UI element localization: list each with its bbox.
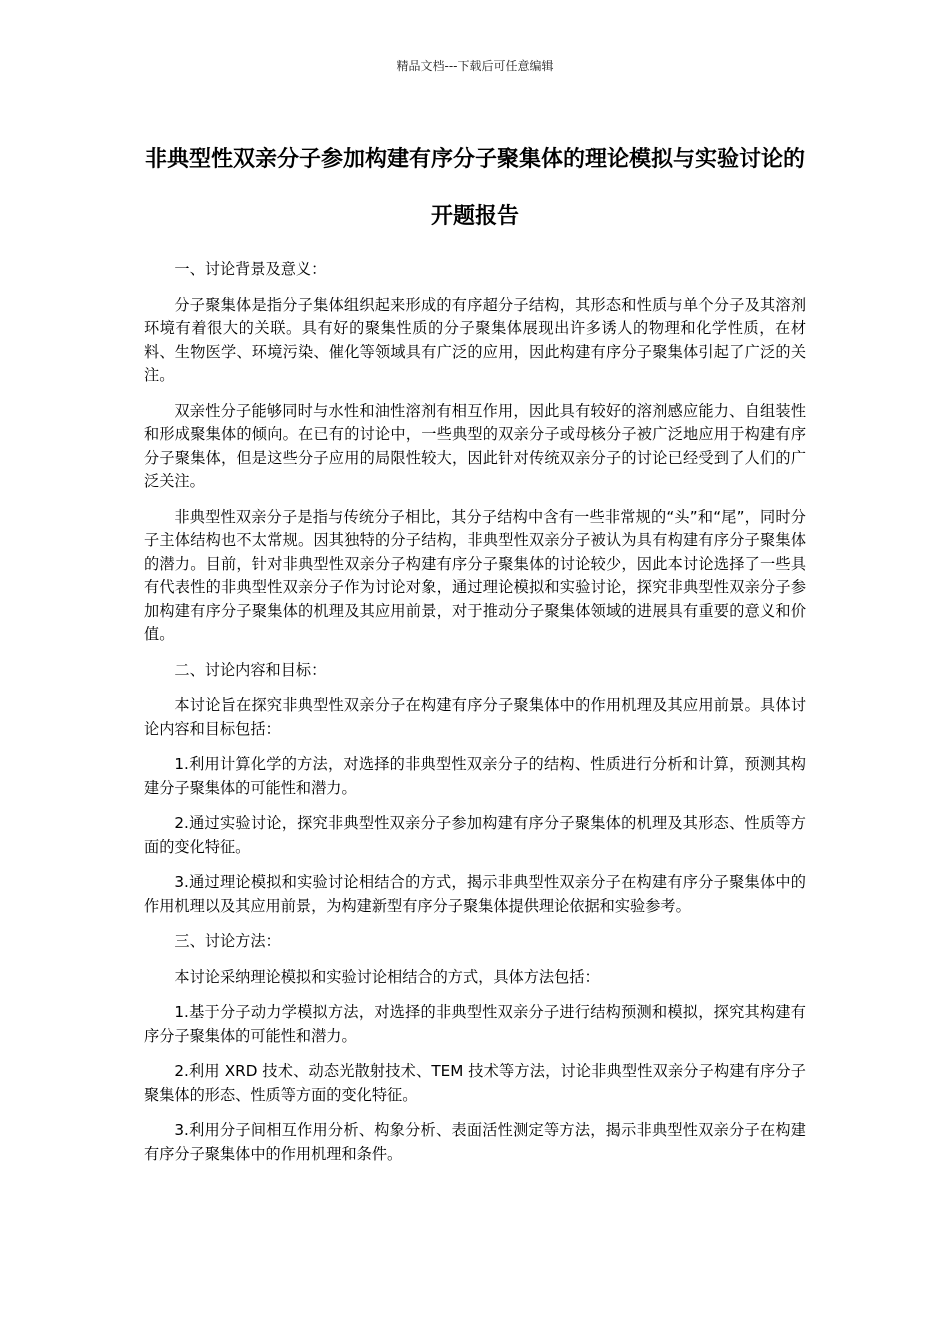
- list-item: 1.基于分子动力学模拟方法，对选择的非典型性双亲分子进行结构预测和模拟，探究其构建有序分子聚集体的可能性和潜力。: [144, 1003, 806, 1045]
- header-note: 精品文档---下载后可任意编辑: [396, 59, 554, 73]
- document-body: [144, 258, 806, 1178]
- paragraph: 本讨论采纳理论模拟和实验讨论相结合的方式，具体方法包括：: [174, 967, 600, 986]
- list-item: 1.利用计算化学的方法，对选择的非典型性双亲分子的结构、性质进行分析和计算，预测其构建分子聚集体的可能性和潜力。: [144, 755, 806, 797]
- document-title: 非典型性双亲分子参加构建有序分子聚集体的理论模拟与实验讨论的开题报告: [144, 147, 805, 229]
- paragraph: 分子聚集体是指分子集体组织起来形成的有序超分子结构，其形态和性质与单个分子及其溶剂环境有着很大的关联。具有好的聚集性质的分子聚集体展现出许多诱人的物理和化学性质，在材料、生物医学、环境污染、催化等领域具有广泛的应用，因此构建有序分子聚集体引起了广泛的关注。: [144, 295, 806, 384]
- list-item: 3.通过理论模拟和实验讨论相结合的方式，揭示非典型性双亲分子在构建有序分子聚集体中的作用机理以及其应用前景，为构建新型有序分子聚集体提供理论依据和实验参考。: [144, 873, 806, 915]
- list-item: 3.利用分子间相互作用分析、构象分析、表面活性测定等方法，揭示非典型性双亲分子在构建有序分子聚集体中的作用机理和条件。: [144, 1121, 806, 1163]
- list-item: 2.通过实验讨论，探究非典型性双亲分子参加构建有序分子聚集体的机理及其形态、性质等方面的变化特征。: [144, 814, 806, 856]
- paragraph: 双亲性分子能够同时与水性和油性溶剂有相互作用，因此具有较好的溶剂感应能力、自组装性和形成聚集体的倾向。在已有的讨论中，一些典型的双亲分子或母核分子被广泛地应用于构建有序分子聚集体，但是这些分子应用的局限性较大，因此针对传统双亲分子的讨论已经受到了人们的广泛关注。: [144, 401, 806, 490]
- section-heading-methods: 三、讨论方法：: [174, 932, 281, 950]
- section-heading-background: 一、讨论背景及意义：: [174, 260, 327, 278]
- paragraph: 本讨论旨在探究非典型性双亲分子在构建有序分子聚集体中的作用机理及其应用前景。具体讨论内容和目标包括：: [144, 696, 806, 738]
- list-item: 2.利用 XRD 技术、动态光散射技术、TEM 技术等方法，讨论非典型性双亲分子构建有序分子聚集体的形态、性质等方面的变化特征。: [144, 1062, 806, 1104]
- section-heading-content-goals: 二、讨论内容和目标：: [174, 660, 327, 679]
- paragraph: 非典型性双亲分子是指与传统分子相比，其分子结构中含有一些非常规的“头”和“尾”，同时分子主体结构也不太常规。因其独特的分子结构，非典型性双亲分子被认为具有构建有序分子聚集体的潜力。目前，针对非典型性双亲分子构建有序分子聚集体的讨论较少，因此本讨论选择了一些具有代表性的非典型性双亲分子作为讨论对象，通过理论模拟和实验讨论，探究非典型性双亲分子参加构建有序分子聚集体的机理及其应用前景，对于推动分子聚集体领域的进展具有重要的意义和价值。: [144, 507, 806, 643]
